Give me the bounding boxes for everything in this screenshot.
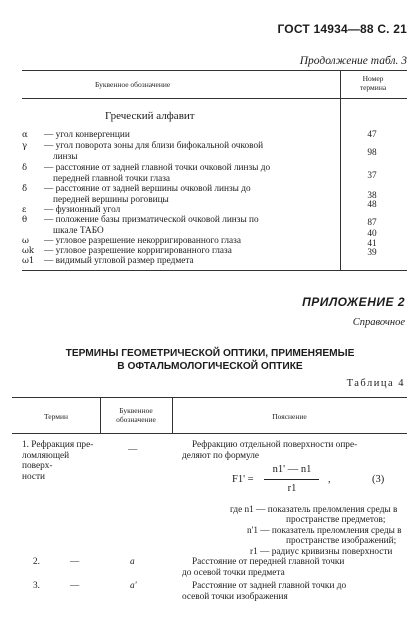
table4-top-rule: [12, 397, 407, 398]
where-n1-prime: n'1 — показатель преломления среды в: [247, 526, 402, 536]
formula-fraction-bar: [264, 479, 319, 480]
row-number: 37: [367, 171, 377, 181]
row-text: — угол поворота зоны для близи бифокальной очковой линзы: [44, 141, 264, 162]
table4-header-letter: Буквенное обозначение: [116, 406, 156, 424]
table3-header-letter: Буквенное обозначение: [95, 80, 171, 89]
row-text: — фузионный угол: [44, 205, 121, 215]
formula-end: ,: [328, 474, 331, 485]
row-number: 48: [367, 200, 377, 210]
section-title-greek: Греческий алфавит: [105, 110, 195, 122]
row-text: — угловое разрешение корригированного глаза: [44, 246, 232, 256]
table-continuation-label: Продолжение табл. 3: [299, 55, 407, 67]
formula-denominator: r1: [287, 483, 297, 494]
row-number: 39: [367, 248, 377, 258]
row-number: 38: [367, 191, 377, 201]
table4-header-explanation: Пояснение: [272, 412, 307, 421]
row-text: — угловое разрешение некорригированного глаза: [44, 236, 241, 246]
explanation-row2: Расстояние от передней главной точки до осевой точки предмета: [182, 557, 345, 578]
appendix-title: ТЕРМИНЫ ГЕОМЕТРИЧЕСКОЙ ОПТИКИ, ПРИМЕНЯЕМЫЕ В ОФТАЛЬМОЛОГИЧЕСКОЙ ОПТИКЕ: [65, 348, 355, 372]
row-symbol: θ: [22, 215, 28, 225]
row-symbol: δ: [22, 163, 28, 173]
formula-number: (3): [372, 474, 385, 485]
where-n1-prime-cont: пространстве изображений;: [286, 536, 397, 546]
row-text: — угол конвергенции: [44, 130, 130, 140]
term-refraction: 1. Рефракция пре- ломляющей поверх- ности: [22, 440, 94, 482]
row-symbol: ε: [22, 205, 27, 215]
term-row2-number: 2.: [33, 557, 40, 567]
letter-row3: a': [130, 581, 137, 591]
appendix-note: Справочное: [352, 317, 405, 328]
row-number: 98: [367, 148, 377, 158]
table4-header-rule: [12, 433, 407, 434]
row-text: — расстояние от задней вершины очковой линзы до передней вершины роговицы: [44, 184, 251, 205]
row-number: 47: [367, 130, 377, 140]
row-symbol: γ: [22, 141, 28, 151]
where-n1-cont: пространстве предметов;: [286, 515, 386, 525]
table3-column-divider: [340, 70, 341, 270]
table3-top-rule: [22, 70, 407, 71]
term-row3-number: 3.: [33, 581, 40, 591]
table3-header-rule: [22, 98, 407, 99]
row-text: — видимый угловой размер предмета: [44, 256, 194, 266]
row-symbol: ω1: [22, 256, 35, 266]
table3-header-number: Номер термина: [359, 74, 387, 92]
term-row2-dash: —: [70, 557, 80, 567]
row-number: 87: [367, 218, 377, 228]
row-symbol: α: [22, 130, 28, 140]
table4-header-term: Термин: [43, 412, 69, 421]
explanation-row3: Расстояние от задней главной точки до осевой точки изображения: [182, 581, 347, 602]
row-text: — расстояние от задней главной точки очковой линзы до передней главной точки глаза: [44, 163, 271, 184]
document-reference: ГОСТ 14934—88 С. 21: [277, 22, 407, 36]
row-symbol: ω: [22, 236, 29, 246]
where-n1: где n1 — показатель преломления среды в: [230, 505, 398, 515]
explanation-row1: Рефракцию отдельной поверхности опре- деляют по формуле: [182, 440, 358, 461]
where-r1: r1 — радиус кривизны поверхности: [250, 547, 393, 557]
term-row3-dash: —: [70, 581, 80, 591]
table3-bottom-rule: [22, 270, 407, 271]
formula-lhs: F1' =: [232, 474, 254, 485]
row-number: 40: [367, 229, 377, 239]
row-symbol: δ̄: [22, 184, 28, 194]
table4-label: Таблица 4: [346, 378, 405, 389]
row-symbol: ωk: [22, 246, 35, 256]
letter-row2: a: [130, 557, 135, 567]
row-text: — положение базы призматической очковой линзы по шкале ТАБО: [44, 215, 259, 236]
letter-row1: —: [128, 445, 138, 455]
row-number: 41: [367, 239, 377, 249]
appendix-label: ПРИЛОЖЕНИЕ 2: [302, 295, 405, 309]
formula-numerator: n1' — n1: [272, 464, 312, 475]
